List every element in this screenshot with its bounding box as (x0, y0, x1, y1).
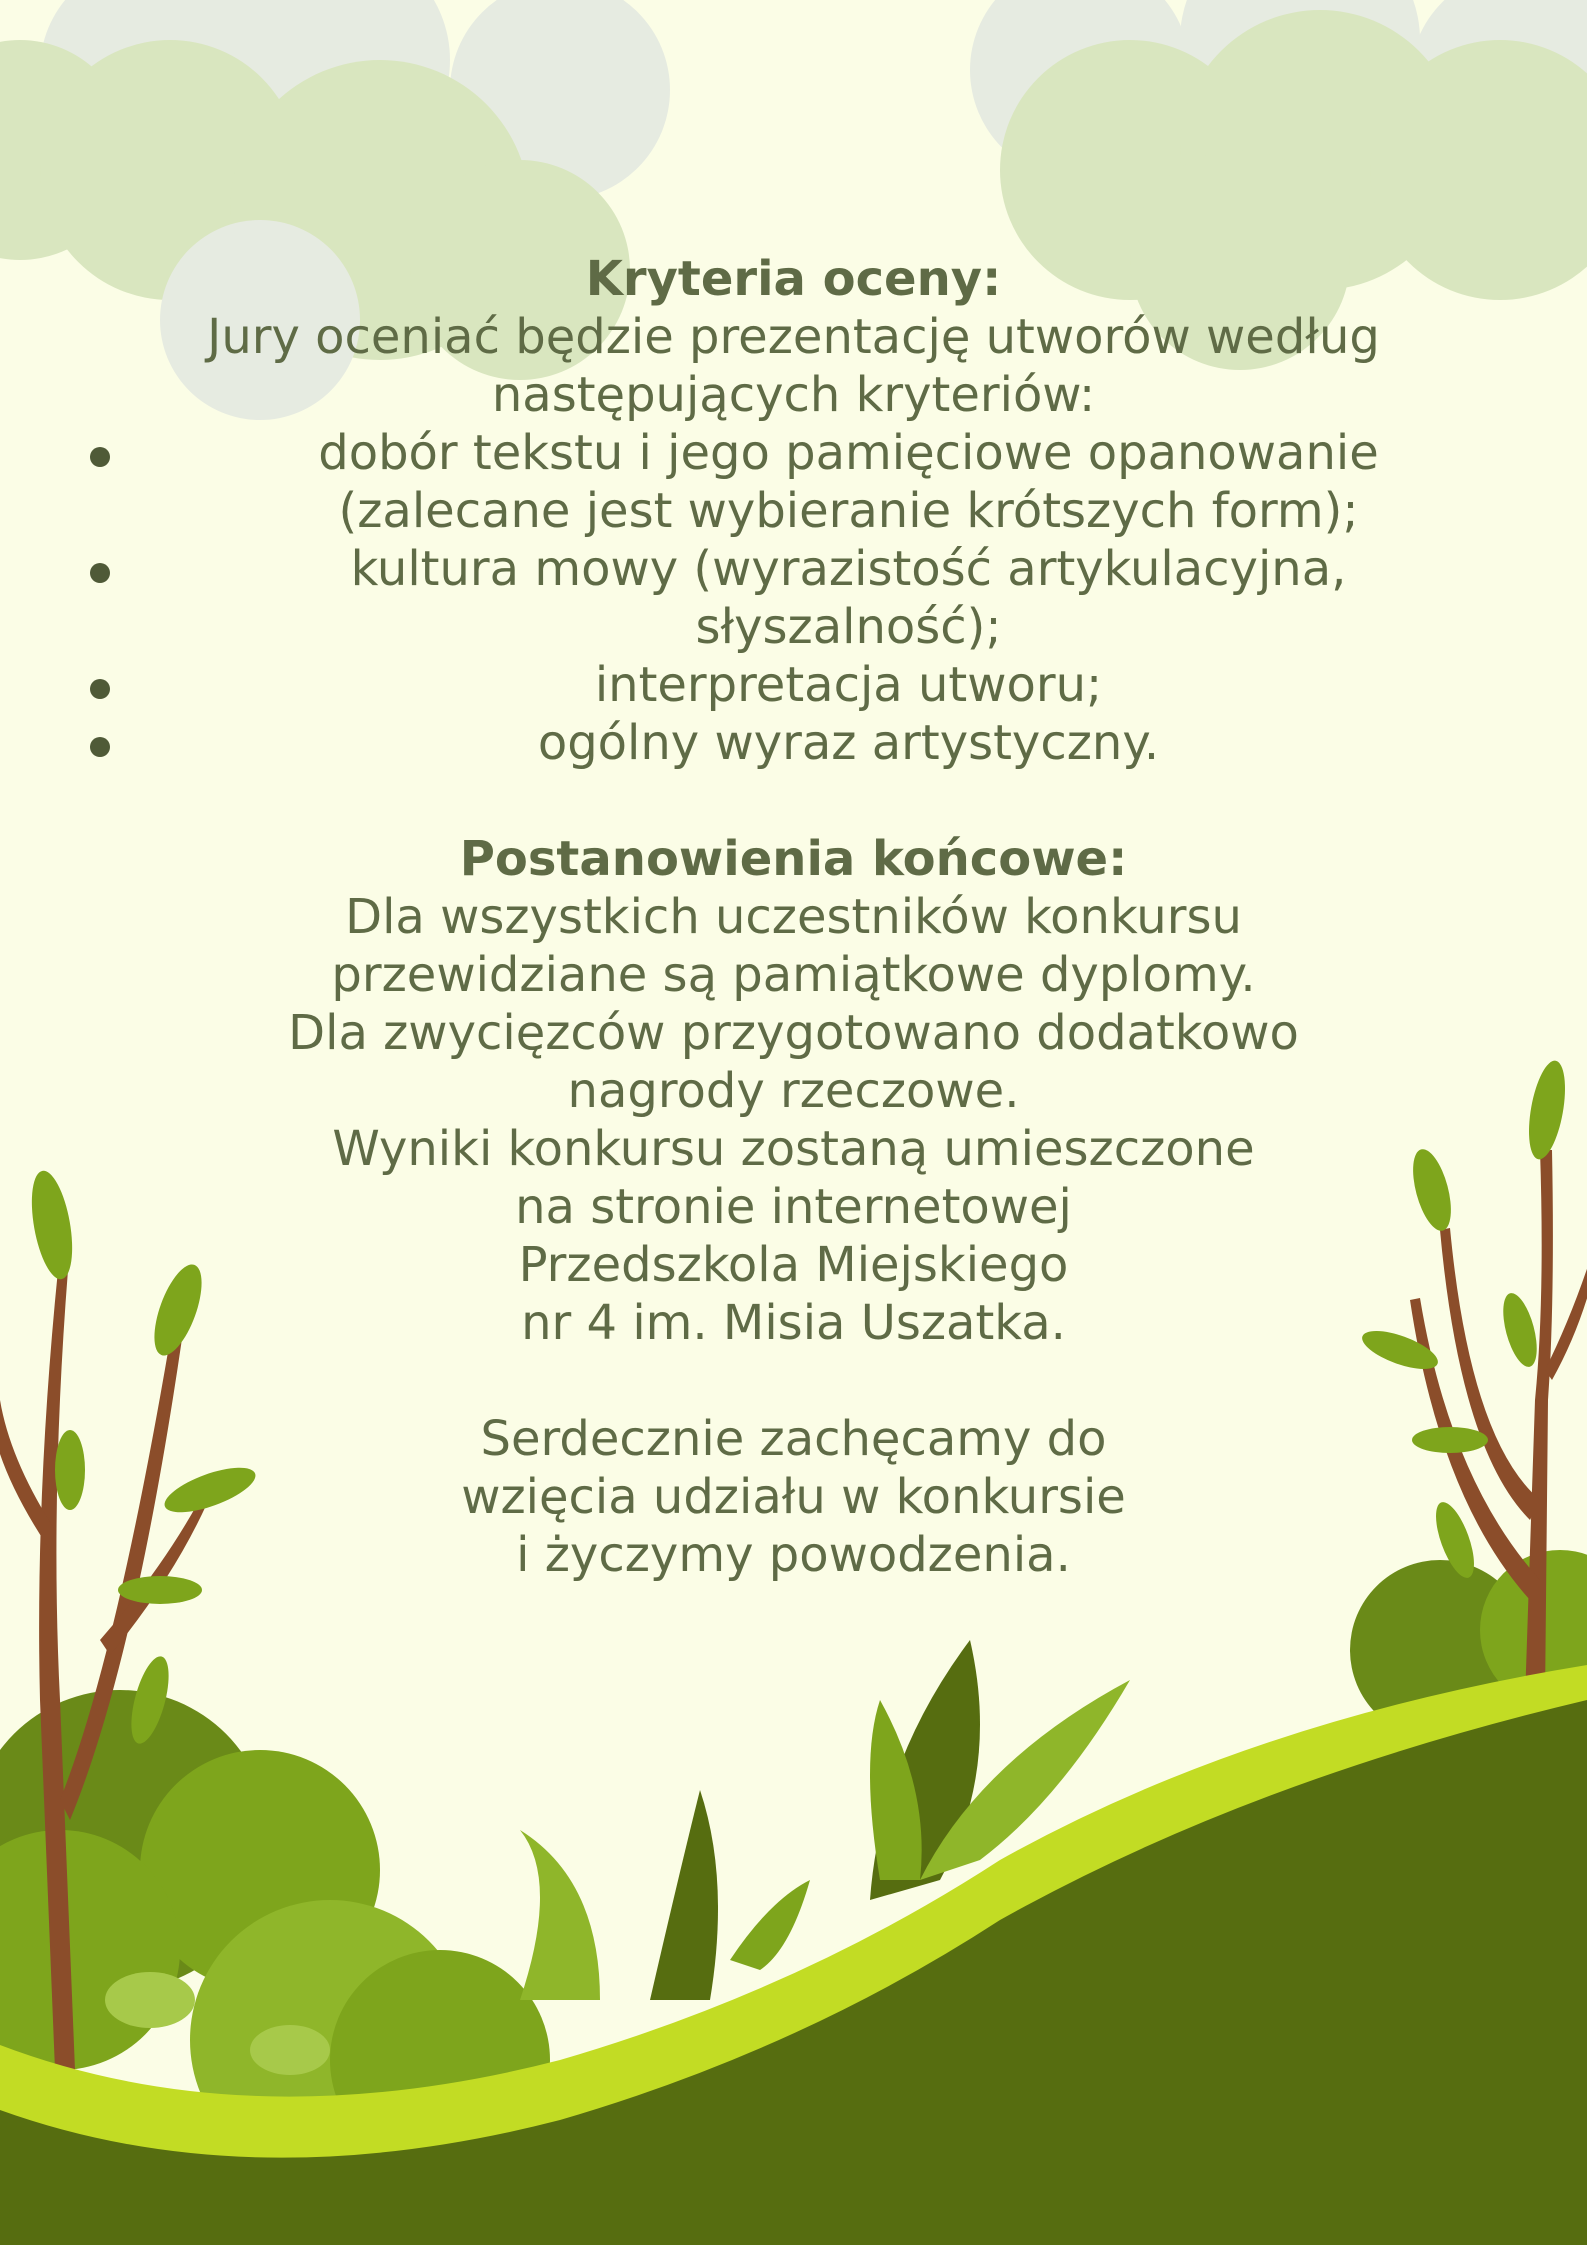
criteria-item-text: (zalecane jest wybieranie krótszych form); (338, 483, 1359, 539)
criteria-item-text: ogólny wyraz artystyczny. (537, 715, 1160, 771)
criteria-list (40, 424, 1547, 772)
final-line: przewidziane są pamiątkowe dyplomy. (331, 947, 1256, 1003)
criteria-item-text: słyszalność); (695, 599, 1002, 655)
bullet-icon (90, 563, 110, 583)
criteria-item-text: interpretacja utworu; (594, 657, 1103, 713)
final-provisions-heading: Postanowienia końcowe: (459, 831, 1128, 887)
criteria-heading: Kryteria oceny: (585, 251, 1002, 307)
criteria-intro-line: następujących kryteriów: (491, 367, 1096, 423)
final-line: na stronie internetowej (515, 1179, 1072, 1235)
final-line: Dla wszystkich uczestników konkursu (345, 889, 1242, 945)
bullet-icon (90, 447, 110, 467)
bullet-icon (90, 679, 110, 699)
document-content (40, 250, 1547, 1584)
closing-section (40, 1410, 1547, 1584)
closing-line: wzięcia udziału w konkursie (461, 1469, 1126, 1525)
final-provisions-section (40, 830, 1547, 1352)
criteria-item-text: kultura mowy (wyrazistość artykulacyjna, (350, 541, 1347, 597)
final-line: Wyniki konkursu zostaną umieszczone (332, 1121, 1255, 1177)
closing-line: i życzymy powodzenia. (516, 1527, 1071, 1583)
criteria-section (40, 250, 1547, 772)
spacer (40, 772, 1547, 830)
final-line: nr 4 im. Misia Uszatka. (521, 1295, 1066, 1351)
criteria-item-text: dobór tekstu i jego pamięciowe opanowanie (318, 425, 1379, 481)
closing-line: Serdecznie zachęcamy do (480, 1411, 1107, 1467)
bullet-icon (90, 737, 110, 757)
criteria-intro-line: Jury oceniać będzie prezentację utworów według (207, 309, 1380, 365)
criteria-list-item (40, 656, 1547, 714)
final-line: Dla zwycięzców przygotowano dodatkowo (288, 1005, 1299, 1061)
criteria-list-item (40, 424, 1547, 540)
criteria-list-item (40, 714, 1547, 772)
final-line: nagrody rzeczowe. (567, 1063, 1020, 1119)
spacer (40, 1352, 1547, 1410)
criteria-list-item (40, 540, 1547, 656)
final-line: Przedszkola Miejskiego (518, 1237, 1069, 1293)
